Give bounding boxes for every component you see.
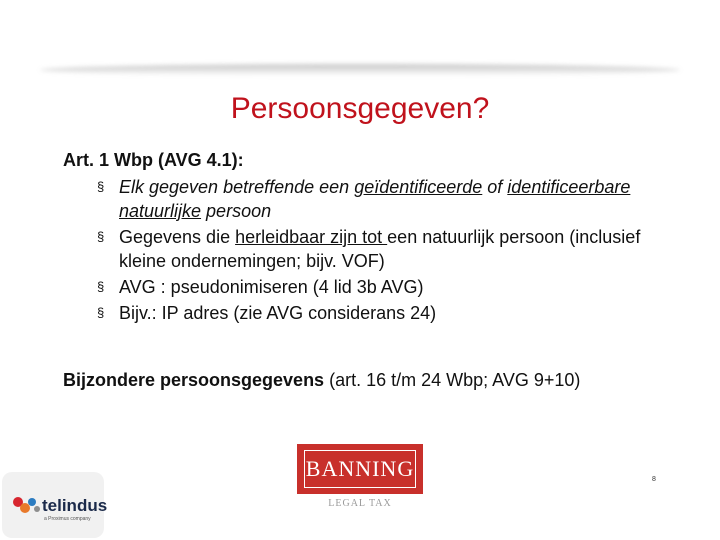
bullet-marker-icon: § [97, 229, 105, 244]
bullet-marker-icon: § [97, 179, 105, 194]
special-data-rest: (art. 16 t/m 24 Wbp; AVG 9+10) [324, 370, 581, 390]
banning-logo-name: BANNING [304, 450, 416, 488]
page-number: 8 [652, 476, 656, 483]
bullet-text-part: een natuurlijk persoon (inclusief kleine ondernemingen; bijv. VOF) [119, 227, 641, 271]
telindus-logo-name: telindus [42, 496, 108, 515]
top-divider [40, 64, 680, 76]
bullet-item [63, 225, 683, 273]
article-heading-text: Art. 1 Wbp (AVG 4.1): [63, 150, 244, 170]
bullet-text-part: Elk gegeven betreffende een [119, 177, 355, 197]
bullet-text-part: persoon [201, 201, 272, 221]
special-data-line [63, 370, 580, 391]
bullet-text-part: of [482, 177, 508, 197]
slide-content [63, 150, 683, 327]
telindus-logo-tagline: a Proximus company [44, 516, 91, 522]
bullet-text-part: natuurlijke [119, 201, 202, 221]
bullet-list [63, 175, 683, 325]
banning-logo-subtitle: LEGAL TAX [328, 498, 392, 509]
special-data-bold: Bijzondere persoonsgegevens [63, 370, 325, 390]
telindus-mark-icon [12, 494, 42, 516]
bullet-marker-icon: § [97, 279, 105, 294]
bullet-text-part: AVG : pseudonimiseren (4 lid 3b AVG) [119, 277, 424, 297]
bullet-text-part: Gegevens die [119, 227, 236, 247]
bullet-text-part: Bijv.: IP adres (zie AVG considerans 24) [119, 303, 437, 323]
bullet-marker-icon: § [97, 305, 105, 320]
bullet-text-part: identificeerbare [507, 177, 631, 197]
telindus-logo [2, 472, 108, 538]
bullet-item [63, 275, 683, 299]
bullet-item [63, 301, 683, 325]
article-heading [63, 150, 683, 171]
bullet-text-part: herleidbaar zijn tot [235, 227, 388, 247]
bullet-item [63, 175, 683, 223]
bullet-text-part: geïdentificeerde [354, 177, 483, 197]
banning-logo [297, 444, 423, 494]
slide-title: Persoonsgegeven? [230, 92, 490, 125]
